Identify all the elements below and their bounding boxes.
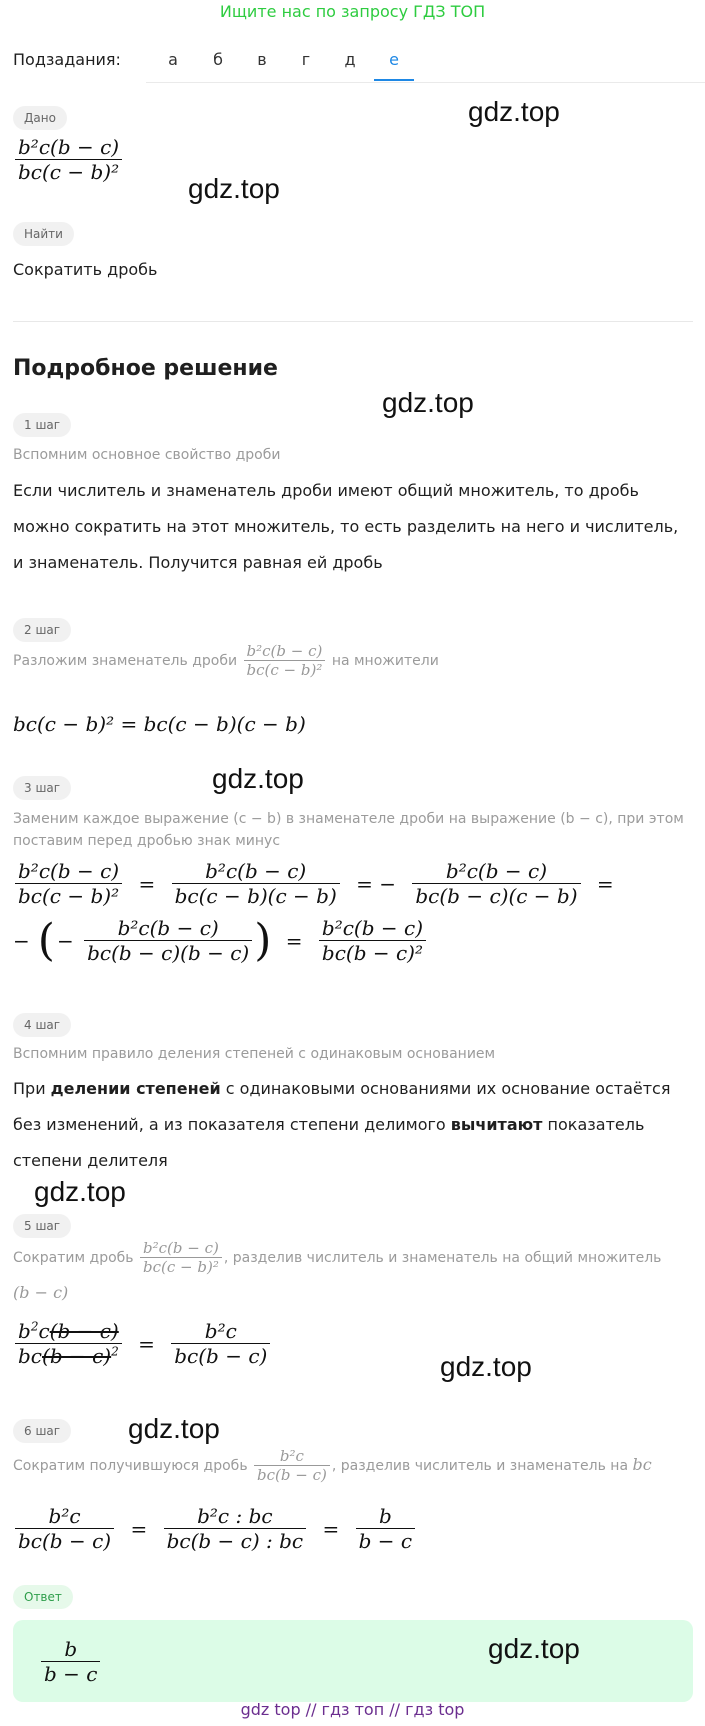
step4-text-3: показатель степени делителя	[13, 1115, 645, 1170]
step3-equation-line1: $\frac{\text{b²c(b − c)}}{\text{bc(c − b)²}}$ = $\frac{\text{b²c(b − c)}}{bc(c - b)(c - b)}$ = − $\frac{\text{b²c(b − c)}}{bc(b - c)(c - b)}$ =	[13, 860, 622, 908]
step3-hint: Заменим каждое выражение (c − b) в знаменателе дроби на выражение (b − c), при этом поставим перед дробью знак минус	[13, 811, 684, 849]
step5-hint-num: b²c(b − c)	[140, 1240, 222, 1258]
find-text: Сократить дробь	[13, 260, 158, 279]
find-badge: Найти	[13, 222, 74, 246]
step3-frac4-num: b²c(b − c)	[84, 917, 252, 941]
step6-frac3-den: b − c	[358, 1529, 413, 1553]
subtask-nav	[13, 46, 693, 82]
given-badge: Дано	[13, 106, 67, 130]
step3-frac2-num: b²c(b − c)	[172, 860, 340, 884]
step3-frac3-num: b²c(b − c)	[412, 860, 580, 884]
step2-equation: bc(c − b)² = bc(c − b)(c − b)	[13, 712, 306, 736]
step4-text-2: с одинаковыми основаниями их основание остаётся без изменений, а из показателя степени делимого	[13, 1079, 671, 1134]
step6-hint-den: bc(b − c)	[257, 1466, 327, 1485]
watermark: gdz.top	[188, 173, 280, 204]
step5-hint-after: , разделив числитель и знаменатель на общий множитель	[223, 1250, 662, 1267]
step3-frac4-den: bc(b − c)(b − c)	[87, 940, 250, 965]
step6-hint	[13, 1448, 652, 1484]
step4-bold-1: делении степеней	[50, 1079, 221, 1098]
step5-struck-num: $b^2c(b - c)$	[15, 1320, 122, 1344]
step5-hint-den: bc(c − b)²	[143, 1258, 219, 1277]
step5-hint-before: Сократим дробь	[13, 1250, 134, 1267]
step6-frac1-num: b²c	[15, 1505, 114, 1529]
step3-frac1-num: b²c(b − c)	[15, 860, 122, 884]
step6-hint-factor: bc	[632, 1455, 652, 1475]
watermark: gdz.top	[128, 1413, 220, 1444]
step6-hint-num: b²c	[254, 1448, 330, 1466]
step2-hint-den: bc(c − b)²	[246, 661, 323, 680]
step5-badge: 5 шаг	[13, 1214, 71, 1238]
step1-text: Если числитель и знаменатель дроби имеют общий множитель, то дробь можно сократить на этот множитель, то есть разделить на него и числитель, и знаменатель. Получится равная ей дробь	[13, 481, 679, 572]
step3-frac5-num: b²c(b − c)	[319, 917, 426, 941]
given-fraction	[13, 136, 124, 184]
given-denominator: bc(c − b)²	[18, 160, 120, 184]
step5-hint-factor: (b − c)	[13, 1283, 69, 1303]
tab-a[interactable]: а	[168, 50, 178, 69]
step5-hint	[13, 1240, 693, 1311]
step6-equation: $\frac{\text{b²c}}{bc(b - c)}$ = $\frac{\text{b²c : bc}}{bc(b - c) : bc}$ = $\frac{b}{b - c}$	[13, 1505, 417, 1553]
step4-bold-2: вычитают	[450, 1115, 543, 1134]
step2-hint-num: b²c(b − c)	[244, 643, 326, 661]
step5-equation: $\frac{b^2c(b - c)}{bc(b - c)^2}$ = $\frac{\text{b²c}}{bc(b - c)}$	[13, 1320, 272, 1368]
step4-badge: 4 шаг	[13, 1013, 71, 1037]
step1-badge: 1 шаг	[13, 413, 71, 437]
step3-equation-line2: − ( − $\frac{\text{b²c(b − c)}}{bc(b - c)(b - c)}$ ) = $\frac{\text{b²c(b − c)}}{\text{bc(b − c)²}}$	[13, 915, 428, 966]
subtasks-label: Подзадания:	[13, 50, 121, 69]
tab-g[interactable]: г	[301, 50, 311, 69]
step2-badge: 2 шаг	[13, 618, 71, 642]
answer-den: b − c	[44, 1662, 98, 1686]
step4-text-1: При	[13, 1079, 51, 1098]
solution-title: Подробное решение	[13, 356, 278, 381]
step5-result-den: bc(b − c)	[174, 1344, 268, 1368]
watermark: gdz.top	[488, 1633, 580, 1664]
watermark: gdz.top	[212, 763, 304, 794]
tab-v[interactable]: в	[257, 50, 267, 69]
step3-frac1-den: bc(c − b)²	[18, 884, 120, 908]
step3-badge: 3 шаг	[13, 776, 71, 800]
step2-hint-after: на множители	[331, 653, 439, 670]
answer-badge: Ответ	[13, 1585, 73, 1609]
step6-frac3-num: b	[356, 1505, 415, 1529]
tab-b[interactable]: б	[213, 50, 223, 69]
active-tab-underline	[374, 79, 414, 81]
step6-frac2-num: b²c : bc	[164, 1505, 307, 1529]
given-numerator: b²c(b − c)	[15, 136, 122, 160]
step5-struck-den: $bc(b - c)^2$	[18, 1344, 119, 1368]
top-banner: Ищите нас по запросу ГДЗ ТОП	[219, 2, 486, 21]
answer-num: b	[41, 1638, 100, 1662]
step3-frac2-den: bc(c − b)(c − b)	[174, 884, 337, 908]
step6-hint-after: , разделив числитель и знаменатель на	[331, 1458, 629, 1475]
section-divider	[13, 321, 693, 322]
watermark: gdz.top	[382, 387, 474, 418]
watermark: gdz.top	[468, 96, 560, 127]
step2-hint	[13, 643, 439, 679]
step4-hint: Вспомним правило деления степеней с одинаковым основанием	[13, 1046, 496, 1062]
step3-frac3-den: bc(b − c)(c − b)	[415, 884, 578, 908]
step3-frac5-den: bc(b − c)²	[321, 940, 423, 965]
step6-badge: 6 шаг	[13, 1419, 71, 1443]
footer-links[interactable]: gdz top // гдз топ // гдз top	[240, 1700, 465, 1719]
tab-e-active[interactable]: е	[389, 50, 399, 69]
tab-d[interactable]: д	[344, 50, 356, 69]
step5-result-num: b²c	[171, 1320, 270, 1344]
step1-hint: Вспомним основное свойство дроби	[13, 447, 281, 463]
answer-fraction	[39, 1638, 102, 1686]
step2-hint-before: Разложим знаменатель дроби	[13, 653, 238, 670]
subtask-tabs	[146, 46, 705, 83]
step6-hint-before: Сократим получившуюся дробь	[13, 1458, 248, 1475]
answer-box	[13, 1620, 693, 1702]
step4-text	[13, 1071, 693, 1179]
step6-frac2-den: bc(b − c) : bc	[166, 1529, 304, 1553]
watermark: gdz.top	[34, 1176, 126, 1207]
watermark: gdz.top	[440, 1351, 532, 1382]
step6-frac1-den: bc(b − c)	[18, 1529, 112, 1553]
